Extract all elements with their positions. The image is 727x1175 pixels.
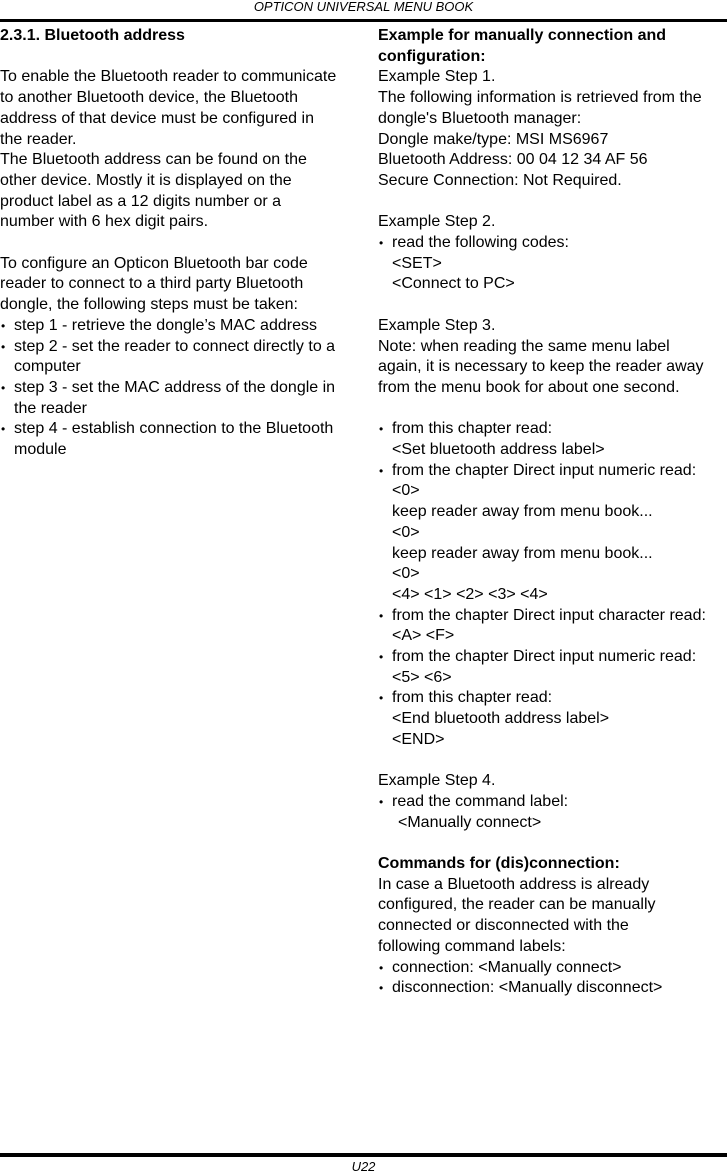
- code-label: keep reader away from menu book...: [392, 503, 653, 521]
- text-line: dongle's Bluetooth manager:: [378, 109, 582, 127]
- code-label: <0>: [392, 523, 420, 541]
- bullet-text: from this chapter read:: [392, 689, 553, 707]
- list-item: [378, 233, 727, 254]
- example-step-3: [378, 316, 727, 751]
- code-label: <4> <1> <2> <3> <4>: [392, 585, 548, 603]
- heading-line: Example for manually connection and: [378, 27, 667, 44]
- text-line: to another Bluetooth device, the Bluetooth: [0, 89, 298, 107]
- text-line: number with 6 hex digit pairs.: [0, 213, 209, 231]
- text-line: again, it is necessary to keep the reader away: [378, 358, 704, 376]
- list-item: • disconnection: <Manually disconnect>: [378, 978, 727, 999]
- step-title: Example Step 4.: [378, 772, 496, 790]
- list-item: [378, 792, 727, 813]
- list-item: • connection: <Manually connect>: [378, 958, 727, 979]
- heading-line: configuration:: [378, 47, 486, 65]
- list-item: [378, 461, 727, 482]
- list-item: [378, 606, 727, 627]
- footer-rule: [0, 1153, 727, 1157]
- text-line: address of that device must be configured in: [0, 109, 314, 127]
- example-step-2: [378, 212, 727, 295]
- text-line: Secure Connection: Not Required.: [378, 171, 622, 189]
- section-heading: 2.3.1. Bluetooth address: [0, 27, 185, 44]
- configure-paragraph: [0, 254, 350, 316]
- list-item: • step 2 - set the reader to connect directly to a computer: [0, 337, 350, 378]
- text-line: product label as a 12 digits number or a: [0, 192, 282, 210]
- example-heading: [378, 26, 727, 67]
- code-label: keep reader away from menu book...: [392, 544, 653, 562]
- list-item: • step 3 - set the MAC address of the dongle in the reader: [0, 378, 350, 419]
- code-label: <5> <6>: [392, 668, 452, 686]
- code-label: <0>: [392, 482, 420, 500]
- list-item: • step 4 - establish connection to the Bluetooth module: [0, 419, 350, 460]
- text-line: following command labels:: [378, 937, 566, 955]
- text-line: dongle, the following steps must be taken:: [0, 296, 298, 314]
- list-item: [378, 688, 727, 709]
- page-number: U22: [351, 1159, 376, 1174]
- text-line: To configure an Opticon Bluetooth bar code: [0, 254, 308, 272]
- code-label: <End bluetooth address label>: [392, 710, 610, 728]
- text-line: connected or disconnected with the: [378, 917, 629, 935]
- bullet-text: from the chapter Direct input numeric read:: [392, 648, 697, 666]
- text-line: Note: when reading the same menu label: [378, 337, 670, 355]
- text-line: reader to connect to a third party Bluetooth: [0, 275, 304, 293]
- bullet-text: from the chapter Direct input character read:: [392, 606, 706, 624]
- code-label: <SET>: [392, 254, 442, 272]
- text-line: configured, the reader can be manually: [378, 896, 656, 914]
- text-line: The Bluetooth address can be found on the: [0, 151, 307, 169]
- text-line: other device. Mostly it is displayed on the: [0, 171, 292, 189]
- text-line: Dongle make/type: MSI MS6967: [378, 130, 609, 148]
- steps-list: [0, 316, 350, 461]
- text-line: In case a Bluetooth address is already: [378, 875, 650, 893]
- example-step-4: [378, 771, 727, 833]
- commands-section: [378, 854, 727, 999]
- text-line: Bluetooth Address: 00 04 12 34 AF 56: [378, 151, 648, 169]
- list-item: [378, 647, 727, 668]
- code-label: <0>: [392, 565, 420, 583]
- text-line: from the menu book for about one second.: [378, 378, 680, 396]
- code-label: <Manually connect>: [398, 813, 542, 831]
- list-item: • step 1 - retrieve the dongle’s MAC address: [0, 316, 350, 337]
- bullet-text: read the following codes:: [392, 234, 569, 252]
- list-item: [378, 419, 727, 440]
- text-line: The following information is retrieved from the: [378, 89, 702, 107]
- page-header: OPTICON UNIVERSAL MENU BOOK: [253, 0, 474, 14]
- text-line: the reader.: [0, 130, 77, 148]
- bullet-text: from this chapter read:: [392, 420, 553, 438]
- text-line: To enable the Bluetooth reader to communicate: [0, 68, 337, 86]
- commands-heading: Commands for (dis)connection:: [378, 855, 620, 873]
- header-rule: [0, 19, 727, 22]
- left-column: [0, 26, 350, 461]
- step-title: Example Step 2.: [378, 213, 496, 231]
- code-label: <A> <F>: [392, 627, 455, 645]
- step-title: Example Step 1.: [378, 68, 496, 86]
- bullet-text: read the command label:: [392, 792, 569, 810]
- intro-paragraph: [0, 67, 350, 233]
- step-title: Example Step 3.: [378, 316, 496, 334]
- right-column: [378, 26, 727, 999]
- code-label: <Connect to PC>: [392, 275, 515, 293]
- bullet-text: from the chapter Direct input numeric read:: [392, 461, 697, 479]
- code-label: <END>: [392, 730, 445, 748]
- code-label: <Set bluetooth address label>: [392, 441, 605, 459]
- example-step-1: [378, 67, 727, 191]
